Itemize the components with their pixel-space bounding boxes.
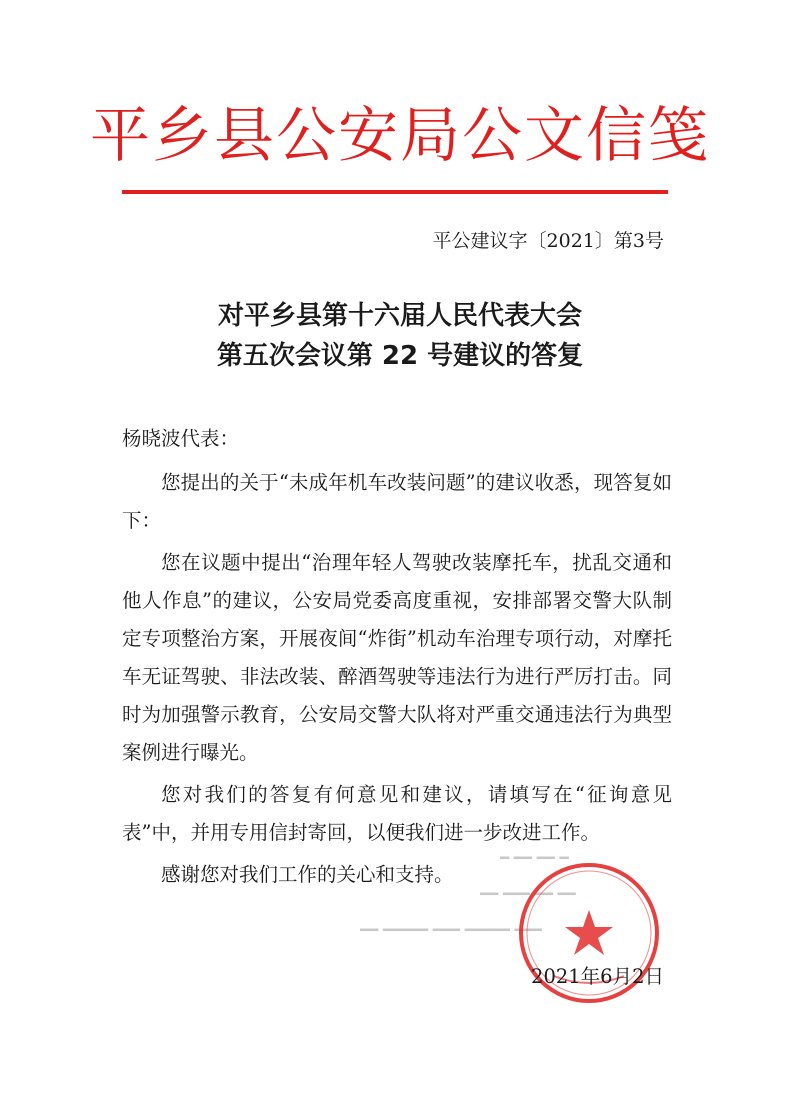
show-through-text: ━ ━━ ━━ ━: [500, 849, 569, 867]
document-number: 平公建议字〔2021〕第3号: [432, 230, 664, 252]
show-through-text: ━━ ━━━ ━━ ━━: [480, 885, 576, 903]
paragraph-3: 您对我们的答复有何意见和建议，请填写在“征询意见表”中，并用专用信封寄回，以便我们进一步改进工作。: [122, 783, 672, 844]
paragraph-4: 感谢您对我们工作的关心和支持。: [161, 863, 454, 886]
letterhead-red-line: [122, 190, 668, 194]
document-title: [0, 296, 800, 376]
paragraph-1: 您提出的关于“未成年机车改装问题”的建议收悉，现答复如下：: [122, 471, 672, 532]
title-line-2: 第五次会议第 22 号建议的答复: [216, 341, 584, 371]
letterhead-title: 平乡县公安局公文信笺: [90, 101, 710, 171]
letter-body: [122, 420, 672, 894]
document-date: 2021年6月2日: [531, 965, 664, 988]
show-through-text: ━━ ━━━━━ ━━━ ━━━━━ ━━━: [360, 921, 542, 939]
paragraph-2: 您在议题中提出“治理年轻人驾驶改装摩托车，扰乱交通和他人作息”的建议，公安局党委高度重视，安排部署交警大队制定专项整治方案，开展夜间“炸街”机动车治理专项行动，对摩托车无证驾驶、非法改装、醉酒驾驶等违法行为进行严厉打击。同时为加强警示教育，公安局交警大队将对严重交通违法行为典型案例进行曝光。: [122, 551, 672, 764]
salutation: 杨晓波代表：: [122, 427, 240, 450]
title-line-1: 对平乡县第十六届人民代表大会: [217, 301, 582, 331]
